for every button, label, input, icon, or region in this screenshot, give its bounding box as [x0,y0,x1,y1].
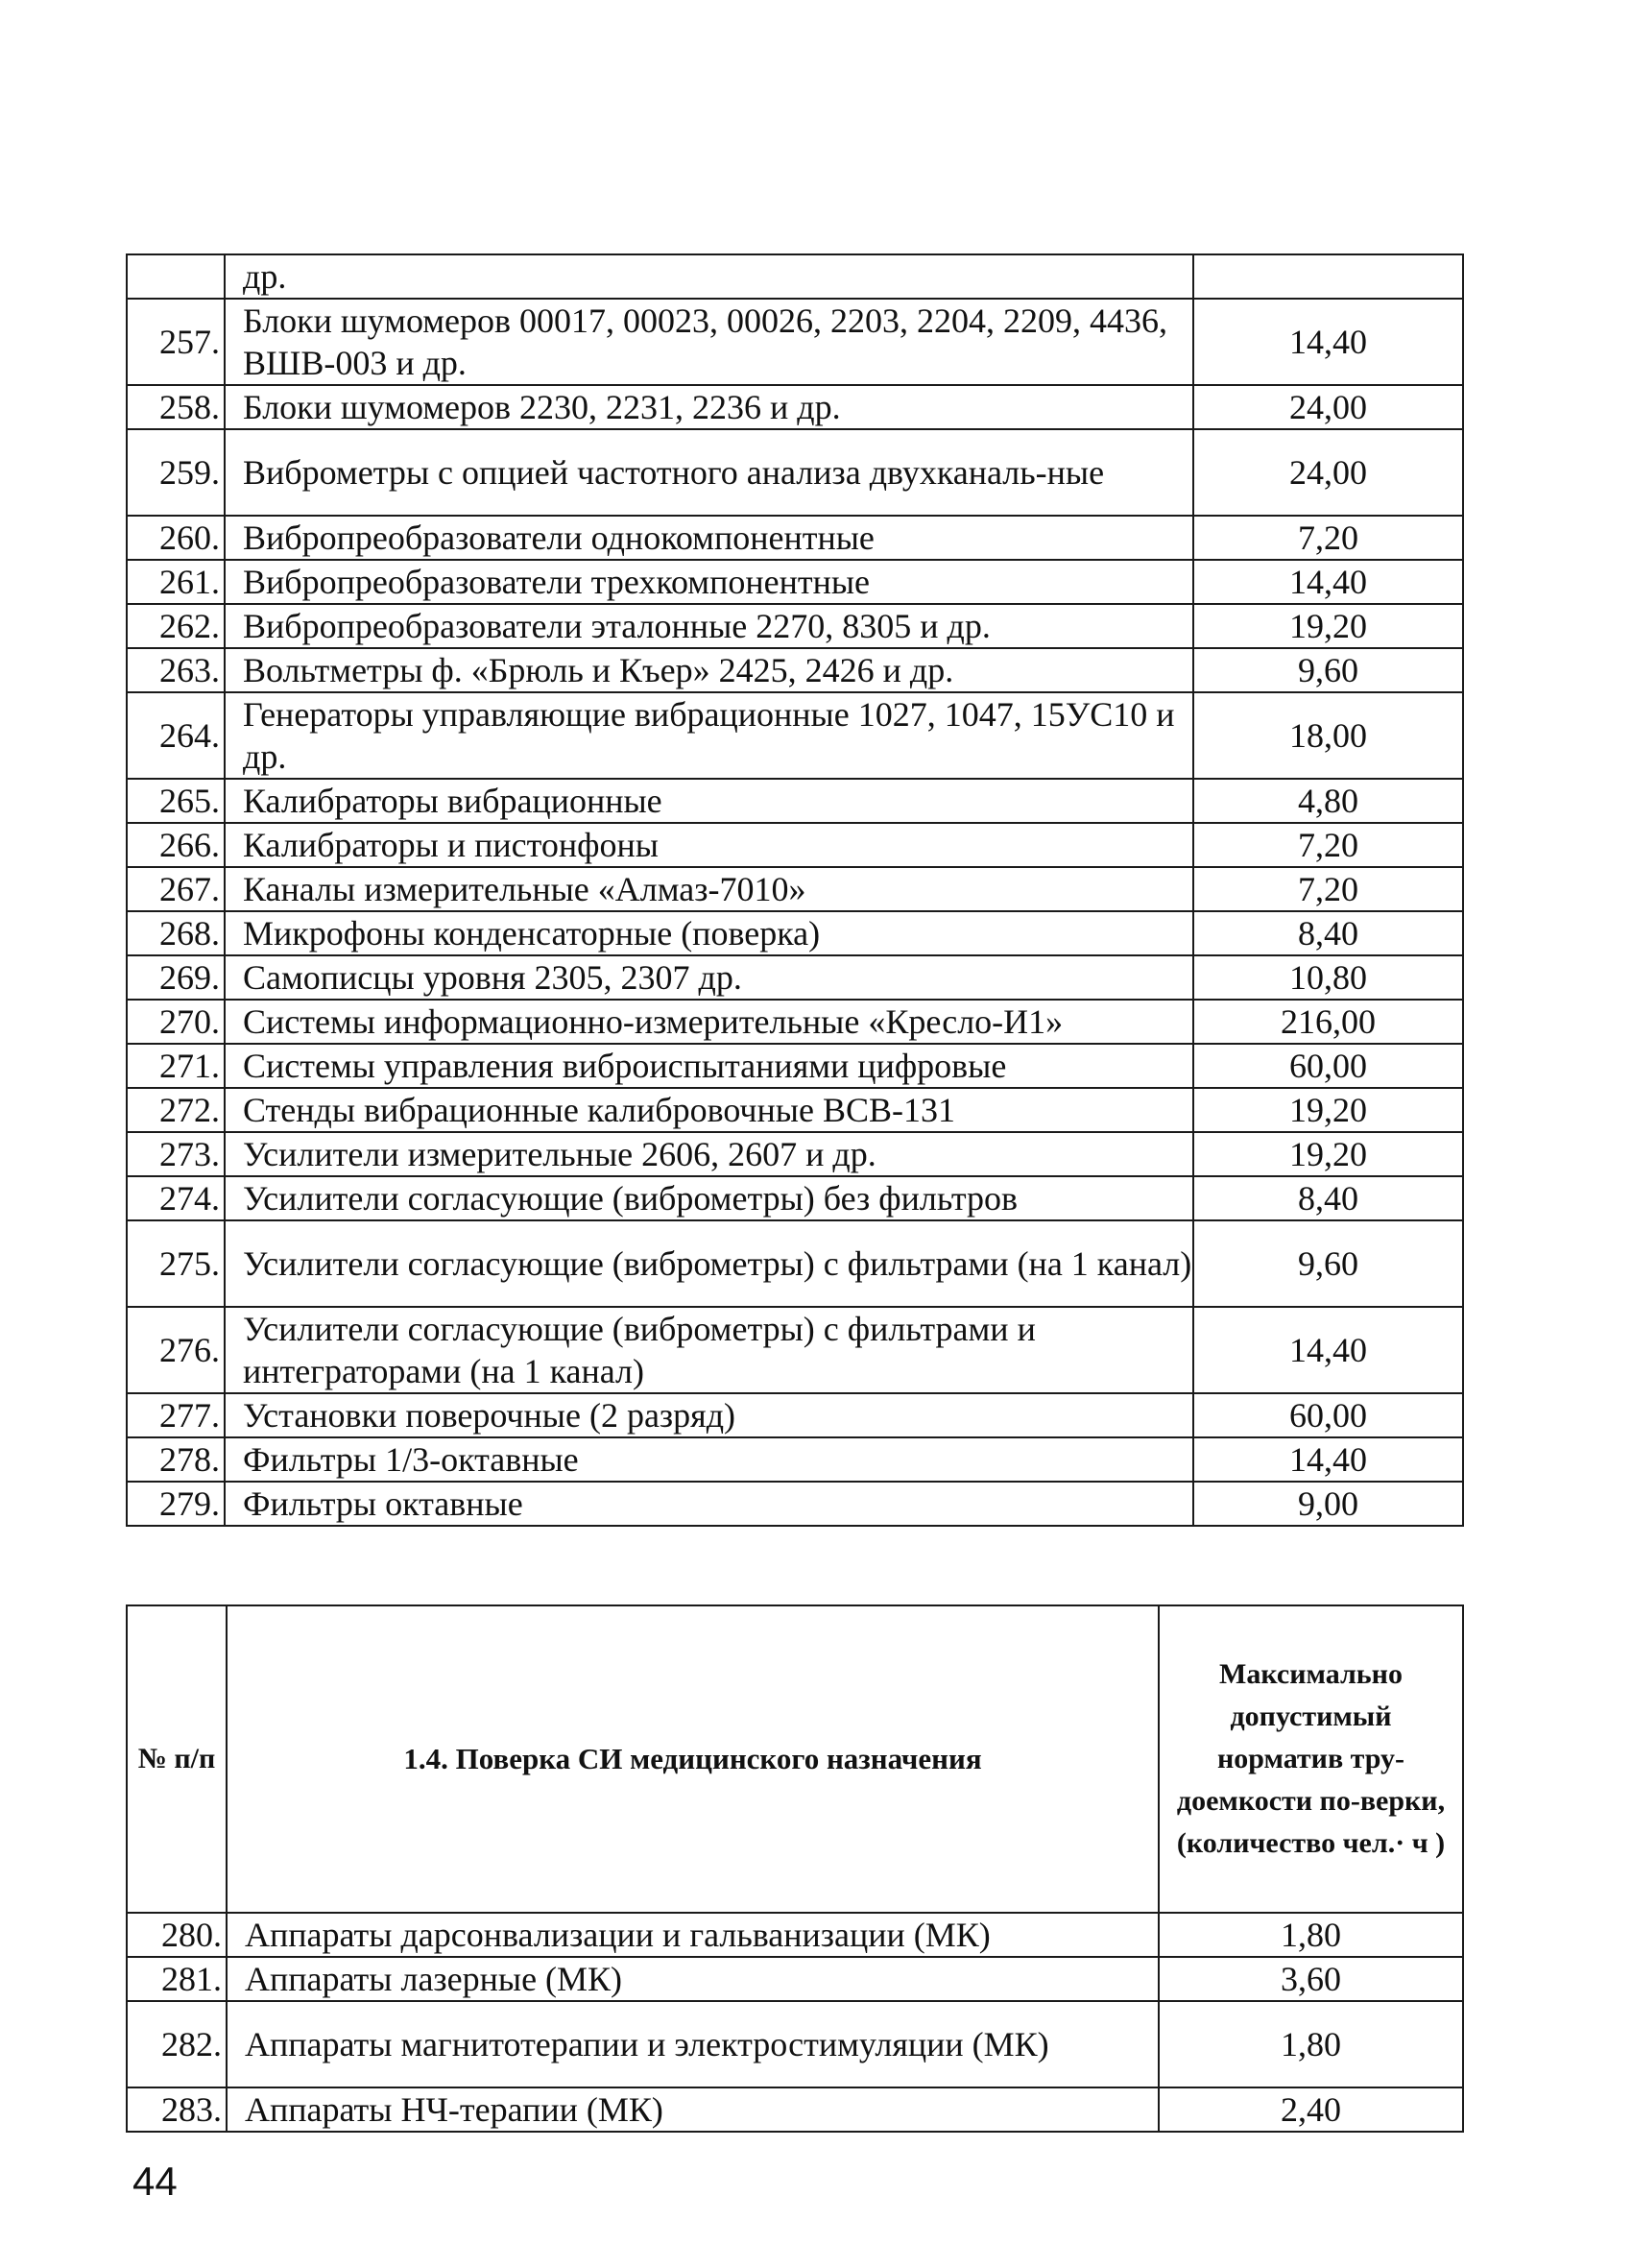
row-number: 282. [127,2001,227,2087]
instrument-name: Усилители согласующие (виброметры) без фильтров [225,1176,1193,1220]
table-row [127,648,1463,692]
norm-value: 19,20 [1193,604,1463,648]
instrument-name: Калибраторы и пистонфоны [225,823,1193,867]
norm-value: 4,80 [1193,779,1463,823]
instrument-name: Блоки шумомеров 2230, 2231, 2236 и др. [225,385,1193,429]
row-number: 260. [127,516,225,560]
table-row [127,955,1463,1000]
row-number: 275. [127,1220,225,1307]
instrument-name: Стенды вибрационные калибровочные ВСВ-131 [225,1088,1193,1132]
instrument-name: Системы информационно-измерительные «Кресло-И1» [225,1000,1193,1044]
row-number: 276. [127,1307,225,1393]
table-row [127,1044,1463,1088]
instrument-name: Генераторы управляющие вибрационные 1027, 1047, 15УС10 и др. [225,692,1193,779]
norm-value: 14,40 [1193,1307,1463,1393]
row-number: 265. [127,779,225,823]
instrument-name: Вибропреобразователи однокомпонентные [225,516,1193,560]
table-row [127,1307,1463,1393]
table-header-row [127,1605,1463,1913]
norm-value: 7,20 [1193,823,1463,867]
row-number: 259. [127,429,225,516]
table-row [127,1000,1463,1044]
table-row [127,1088,1463,1132]
table-row [127,823,1463,867]
row-number: 269. [127,955,225,1000]
table-row [127,692,1463,779]
row-number: 261. [127,560,225,604]
norm-value: 216,00 [1193,1000,1463,1044]
norm-value: 8,40 [1193,1176,1463,1220]
table-row [127,299,1463,385]
norm-value: 1,80 [1159,1913,1463,1957]
verification-norms-table-medical [126,1604,1464,2133]
norm-value: 9,60 [1193,1220,1463,1307]
norm-value: 19,20 [1193,1132,1463,1176]
norm-value: 7,20 [1193,867,1463,911]
row-number: 280. [127,1913,227,1957]
row-number: 281. [127,1957,227,2001]
norm-value: 18,00 [1193,692,1463,779]
verification-norms-table-vibration [126,253,1464,1527]
instrument-name: Калибраторы вибрационные [225,779,1193,823]
row-number [127,254,225,299]
table-row [127,911,1463,955]
instrument-name: Вибропреобразователи трехкомпонентные [225,560,1193,604]
row-number: 270. [127,1000,225,1044]
table-row [127,1220,1463,1307]
table-row [127,429,1463,516]
table-row [127,779,1463,823]
instrument-name: Фильтры 1/3-октавные [225,1437,1193,1482]
norm-value: 60,00 [1193,1393,1463,1437]
table-row [127,1437,1463,1482]
table-row [127,2001,1463,2087]
row-number: 278. [127,1437,225,1482]
table-row [127,254,1463,299]
row-number: 267. [127,867,225,911]
instrument-name: Аппараты лазерные (МК) [227,1957,1159,2001]
instrument-name: Вибропреобразователи эталонные 2270, 8305 и др. [225,604,1193,648]
norm-value: 19,20 [1193,1088,1463,1132]
instrument-name: Каналы измерительные «Алмаз-7010» [225,867,1193,911]
instrument-name: Усилители согласующие (виброметры) с фильтрами и интеграторами (на 1 канал) [225,1307,1193,1393]
column-header-norm: Максимально допустимый норматив тру-доемкости по-верки, (количество чел.· ч ) [1159,1605,1463,1913]
section-title: 1.4. Поверка СИ медицинского назначения [227,1605,1159,1913]
row-number: 283. [127,2087,227,2132]
norm-value: 24,00 [1193,429,1463,516]
norm-value: 1,80 [1159,2001,1463,2087]
row-number: 266. [127,823,225,867]
instrument-name: Блоки шумомеров 00017, 00023, 00026, 2203, 2204, 2209, 4436, ВШВ-003 и др. [225,299,1193,385]
table-row [127,604,1463,648]
table-row [127,1393,1463,1437]
instrument-name: Системы управления виброиспытаниями цифровые [225,1044,1193,1088]
norm-value: 9,60 [1193,648,1463,692]
norm-value [1193,254,1463,299]
table-row [127,2087,1463,2132]
norm-value: 14,40 [1193,560,1463,604]
row-number: 268. [127,911,225,955]
table-row [127,867,1463,911]
row-number: 262. [127,604,225,648]
instrument-name: Усилители измерительные 2606, 2607 и др. [225,1132,1193,1176]
instrument-name: Фильтры октавные [225,1482,1193,1526]
table-row [127,1957,1463,2001]
table-row [127,1913,1463,1957]
table-row [127,1176,1463,1220]
instrument-name: Установки поверочные (2 разряд) [225,1393,1193,1437]
instrument-name: Аппараты НЧ-терапии (МК) [227,2087,1159,2132]
row-number: 263. [127,648,225,692]
row-number: 258. [127,385,225,429]
row-number: 257. [127,299,225,385]
table-row [127,560,1463,604]
norm-value: 9,00 [1193,1482,1463,1526]
norm-value: 2,40 [1159,2087,1463,2132]
table-row [127,385,1463,429]
row-number: 264. [127,692,225,779]
norm-value: 14,40 [1193,299,1463,385]
row-number: 277. [127,1393,225,1437]
instrument-name: Аппараты магнитотерапии и электростимуляции (МК) [227,2001,1159,2087]
norm-value: 10,80 [1193,955,1463,1000]
instrument-name: Виброметры с опцией частотного анализа двухканаль-ные [225,429,1193,516]
instrument-name: др. [225,254,1193,299]
instrument-name: Самописцы уровня 2305, 2307 др. [225,955,1193,1000]
norm-value: 14,40 [1193,1437,1463,1482]
norm-value: 7,20 [1193,516,1463,560]
instrument-name: Микрофоны конденсаторные (поверка) [225,911,1193,955]
table-row [127,1482,1463,1526]
row-number: 279. [127,1482,225,1526]
table-row [127,516,1463,560]
norm-value: 60,00 [1193,1044,1463,1088]
norm-value: 8,40 [1193,911,1463,955]
table-row [127,1132,1463,1176]
norm-value: 3,60 [1159,1957,1463,2001]
norm-value: 24,00 [1193,385,1463,429]
row-number: 274. [127,1176,225,1220]
instrument-name: Усилители согласующие (виброметры) с фильтрами (на 1 канал) [225,1220,1193,1307]
column-header-number: № п/п [127,1605,227,1913]
page-number: 44 [132,2159,178,2204]
row-number: 273. [127,1132,225,1176]
instrument-name: Вольтметры ф. «Брюль и Къер» 2425, 2426 и др. [225,648,1193,692]
instrument-name: Аппараты дарсонвализации и гальванизации (МК) [227,1913,1159,1957]
row-number: 271. [127,1044,225,1088]
row-number: 272. [127,1088,225,1132]
